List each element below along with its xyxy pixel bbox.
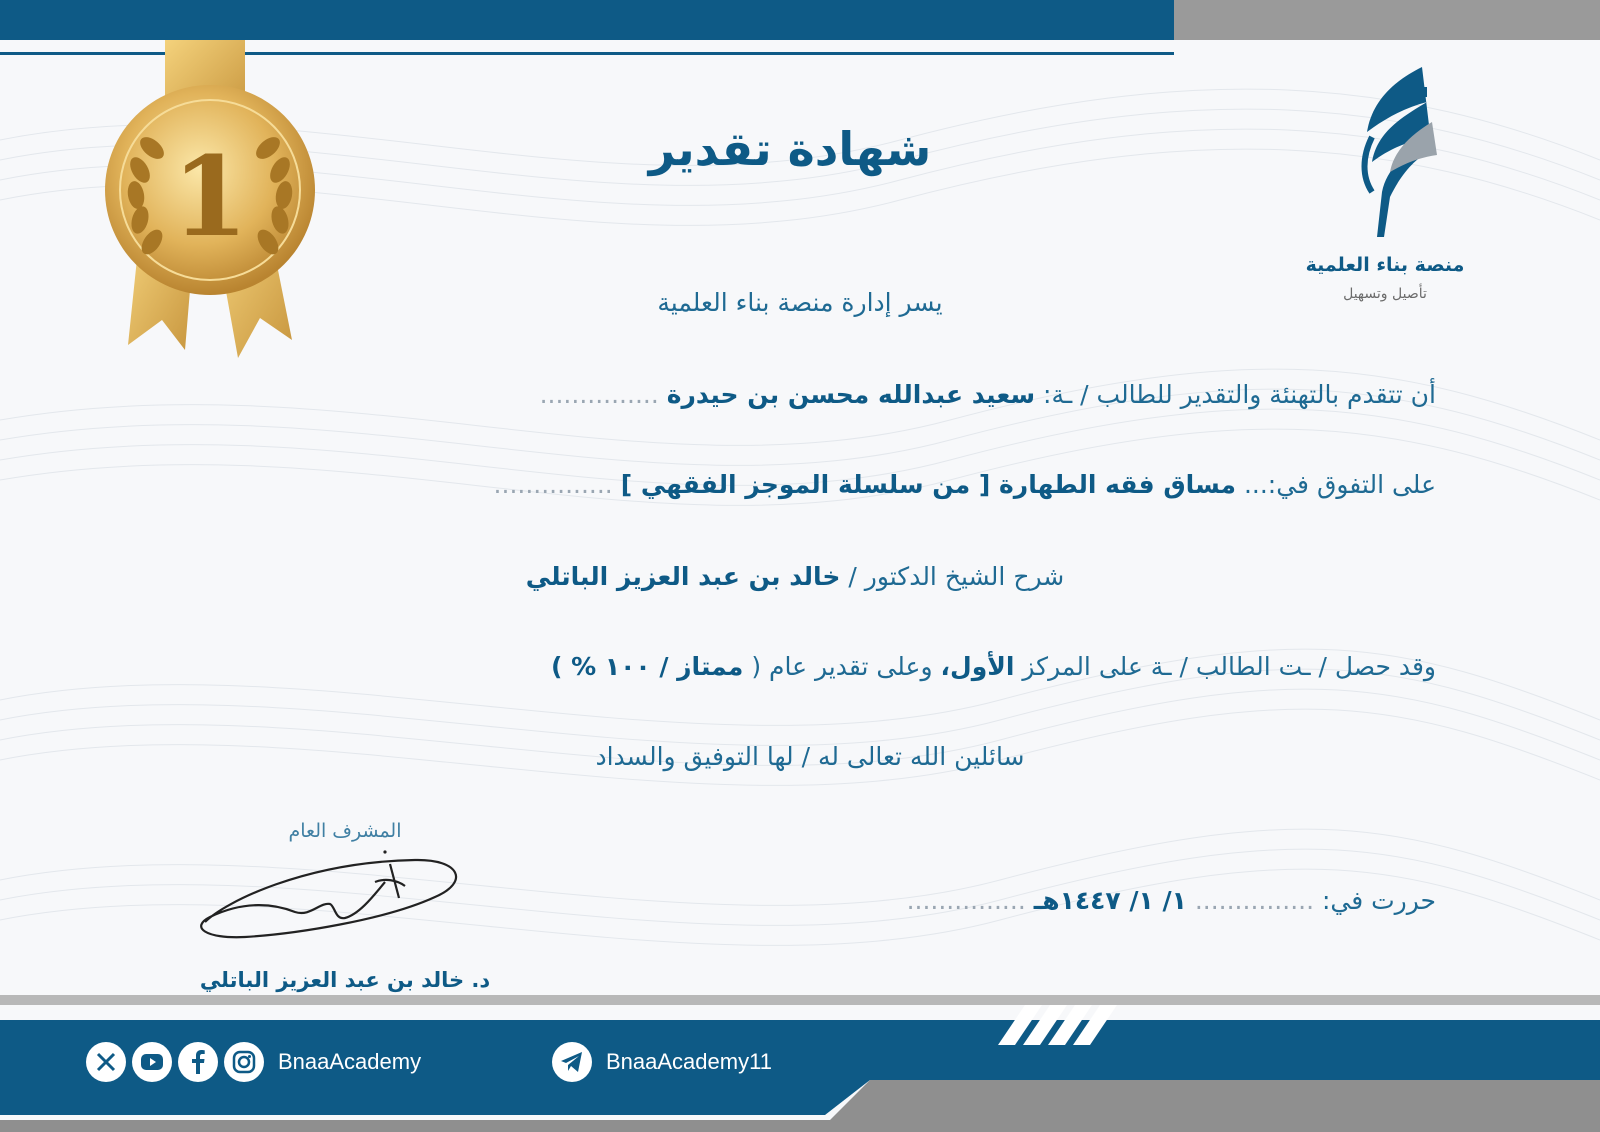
date-line [907,886,1436,915]
rank-value: الأول، [940,652,1015,681]
top-bar-blue [0,0,1174,40]
sheikh-name: خالد بن عبد العزيز الباتلي [525,562,841,591]
youtube-icon[interactable] [132,1042,172,1082]
pen-logo-icon [1332,62,1442,252]
medal-number: 1 [171,132,249,261]
certificate-title: شهادة تقدير [648,122,932,176]
x-icon[interactable] [86,1042,126,1082]
excellence-prefix: على التفوق في:... [1243,470,1436,499]
grade-prefix: وعلى تقدير عام ( [751,652,933,681]
date-prefix: حررت في: [1321,886,1436,915]
student-line [540,380,1436,409]
social-links [86,1040,421,1084]
dotted-fill: ............... [906,886,1026,915]
sheikh-line [400,562,1190,591]
congrats-prefix: أن تتقدم بالتهنئة والتقدير للطالب / ـة: [1043,380,1436,409]
grade-value: ممتاز / ١٠٠ % ) [550,652,744,681]
intro-line: يسر إدارة منصة بناء العلمية [657,288,943,317]
explanation-prefix: شرح الشيخ الدكتور / [848,562,1065,591]
telegram-link [552,1040,772,1084]
top-bar-gray [1174,0,1600,40]
social-handle[interactable]: BnaaAcademy [278,1049,422,1074]
closing-line: سائلين الله تعالى له / لها التوفيق والسداد [595,742,1025,771]
dotted-fill: ............... [493,470,613,499]
course-line [494,470,1436,499]
signature-icon [185,842,475,952]
rank-prefix: وقد حصل / ـت الطالب / ـة على المركز [1022,652,1436,681]
telegram-icon[interactable] [552,1042,592,1082]
telegram-handle[interactable]: BnaaAcademy11 [606,1049,772,1074]
brand-name: منصة بناء العلمية [1305,254,1465,276]
rank-line [551,652,1436,681]
instagram-icon[interactable] [224,1042,264,1082]
student-name: سعيد عبدالله محسن بن حيدرة [666,380,1036,409]
supervisor-name: د. خالد بن عبد العزيز الباتلي [199,968,491,992]
brand-logo [1290,62,1480,322]
dotted-fill: ............... [539,380,659,409]
facebook-icon[interactable] [178,1042,218,1082]
dotted-fill: ............... [1194,886,1315,915]
date-value: ١/ ١/ ١٤٤٧هـ [1033,886,1187,915]
supervisor-title: المشرف العام [288,820,402,842]
gold-medal-icon [100,40,320,370]
brand-tagline: تأصيل وتسهيل [1343,286,1427,302]
course-name: مساق فقه الطهارة [ من سلسلة الموجز الفقهي ] [620,470,1236,499]
